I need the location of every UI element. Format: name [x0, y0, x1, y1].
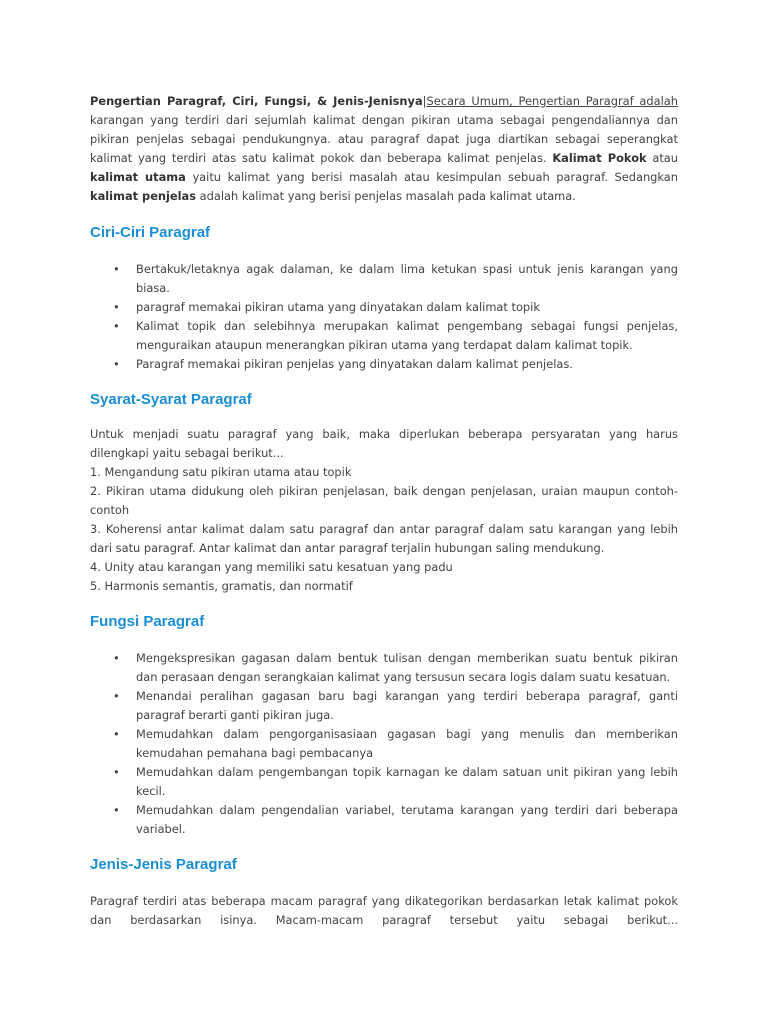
- term-kalimat-pokok: Kalimat Pokok: [552, 151, 647, 165]
- document-page: [90, 92, 678, 930]
- intro-paragraph: Pengertian Paragraf, Ciri, Fungsi, & Jenis-Jenisnya|Secara Umum, Pengertian Paragraf adalah karangan yang terdiri dari sejumlah kalimat dengan pikiran utama sebagai pengendaliannya dan pikiran penjelas sebagai pendukungnya. atau paragraf dapat juga diartikan sebagai seperangkat kalimat yang terdiri atas satu kalimat pokok dan beberapa kalimat penjelas. Kalimat Pokok atau kalimat utama yaitu kalimat yang berisi masalah atau kesimpulan sebuah paragraf. Sedangkan kalimat penjelas adalah kalimat yang berisi penjelas masalah pada kalimat utama.: [90, 94, 678, 203]
- syarat-item: 4. Unity atau karangan yang memiliki satu kesatuan yang padu: [90, 560, 453, 574]
- heading-ciri-paragraf: Ciri-Ciri Paragraf: [90, 224, 211, 241]
- list-item: • Bertakuk/letaknya agak dalaman, ke dalam lima ketukan spasi untuk jenis karangan yang biasa.: [90, 260, 678, 298]
- list-item: • Memudahkan dalam pengembangan topik karnagan ke dalam satuan unit pikiran yang lebih kecil.: [90, 763, 678, 801]
- syarat-item: 2. Pikiran utama didukung oleh pikiran penjelasan, baik dengan penjelasan, uraian maupun contoh-contoh: [90, 484, 678, 517]
- syarat-item: 3. Koherensi antar kalimat dalam satu paragraf dan antar paragraf dalam satu karangan yang lebih dari satu paragraf. Antar kalimat dan antar paragraf terjalin hubungan saling mendukung.: [90, 522, 678, 555]
- article-title: Pengertian Paragraf, Ciri, Fungsi, & Jenis-Jenisnya: [90, 94, 423, 108]
- list-item: • Memudahkan dalam pengorganisasiaan gagasan bagi yang menulis dan memberikan kemudahan pemahana bagi pembacanya: [90, 725, 678, 763]
- heading-jenis-paragraf: Jenis-Jenis Paragraf: [90, 856, 237, 873]
- intro-text-3: yaitu kalimat yang berisi masalah atau kesimpulan sebuah paragraf. Sedangkan: [185, 170, 678, 184]
- intro-text-1: karangan yang terdiri dari sejumlah kalimat dengan pikiran utama sebagai pengendaliannya dan pikiran penjelas sebagai pendukungnya. atau paragraf dapat juga diartikan sebagai seperangkat kalimat yang terdiri atas satu kalimat pokok dan beberapa kalimat penjelas.: [90, 113, 678, 165]
- term-kalimat-penjelas: kalimat penjelas: [90, 189, 197, 203]
- syarat-item: 5. Harmonis semantis, gramatis, dan normatif: [90, 579, 353, 593]
- ciri-list: [90, 260, 678, 374]
- list-item: • Menandai peralihan gagasan baru bagi karangan yang terdiri beberapa paragraf, ganti paragraf berarti ganti pikiran juga.: [90, 687, 678, 725]
- list-item: • Paragraf memakai pikiran penjelas yang dinyatakan dalam kalimat penjelas.: [90, 355, 678, 374]
- syarat-body: [90, 425, 678, 596]
- heading-syarat-paragraf: Syarat-Syarat Paragraf: [90, 391, 252, 408]
- intro-text-4: adalah kalimat yang berisi penjelas masalah pada kalimat utama.: [196, 189, 576, 203]
- jenis-text: Paragraf terdiri atas beberapa macam paragraf yang dikategorikan berdasarkan letak kalimat pokok dan berdasarkan isinya. Macam-macam paragraf tersebut yaitu sebagai berikut...: [90, 894, 678, 927]
- term-kalimat-utama: kalimat utama: [90, 170, 186, 184]
- list-item: • Mengekspresikan gagasan dalam bentuk tulisan dengan memberikan suatu bentuk pikiran dan perasaan dengan serangkaian kalimat yang tersusun secara logis dalam suatu kesatuan.: [90, 649, 678, 687]
- syarat-intro: Untuk menjadi suatu paragraf yang baik, maka diperlukan beberapa persyaratan yang harus dilengkapi yaitu sebagai berikut...: [90, 427, 678, 460]
- list-item: • Memudahkan dalam pengendalian variabel, terutama karangan yang terdiri dari beberapa variabel.: [90, 801, 678, 839]
- intro-text-2: atau: [646, 151, 678, 165]
- list-item: • paragraf memakai pikiran utama yang dinyatakan dalam kalimat topik: [90, 298, 678, 317]
- heading-fungsi-paragraf: Fungsi Paragraf: [90, 613, 205, 630]
- jenis-body: [90, 892, 678, 930]
- syarat-item: 1. Mengandung satu pikiran utama atau topik: [90, 465, 352, 479]
- intro-link[interactable]: Secara Umum, Pengertian Paragraf adalah: [426, 94, 678, 108]
- list-item: • Kalimat topik dan selebihnya merupakan kalimat pengembang sebagai fungsi penjelas, menguraikan ataupun menerangkan pikiran utama yang terdapat dalam kalimat topik.: [90, 317, 678, 355]
- fungsi-list: [90, 649, 678, 839]
